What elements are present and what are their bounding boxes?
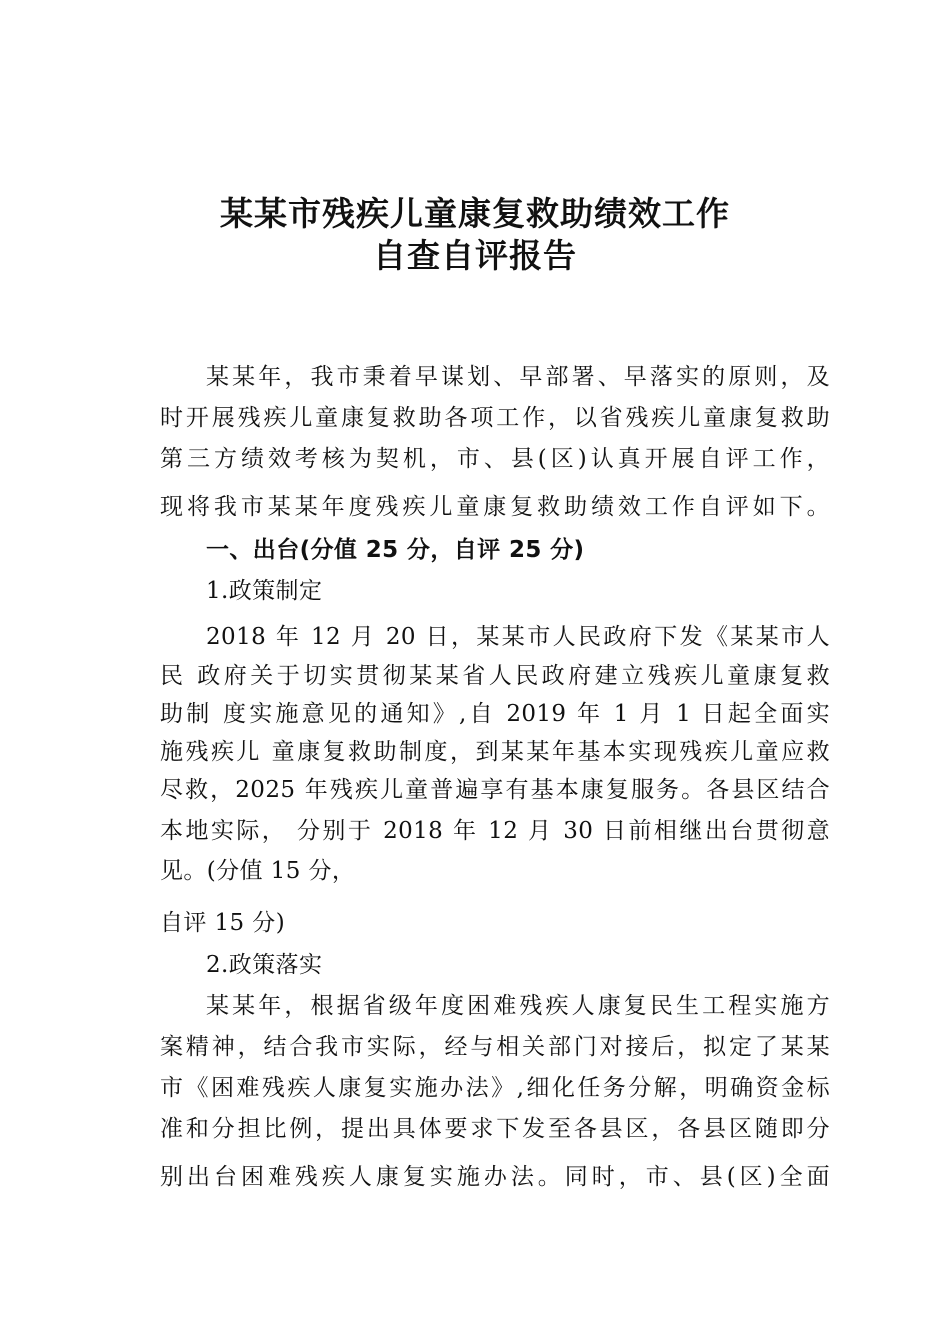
paragraph-line: 自评 15 分) xyxy=(160,910,286,936)
intro-line: 时开展残疾儿童康复救助各项工作，以省残疾儿童康复救助 xyxy=(160,405,830,431)
document-title-line-1: 某某市残疾儿童康复救助绩效工作 xyxy=(220,194,730,233)
intro-line: 第三方绩效考核为契机，市、县(区)认真开展自评工作， xyxy=(160,446,830,472)
intro-line: 现将我市某某年度残疾儿童康复救助绩效工作自评如下。 xyxy=(160,494,830,520)
paragraph-line: 本地实际， 分别于 2018 年 12 月 30 日前相继出台贯彻意 xyxy=(160,818,830,844)
paragraph-line: 尽救，2025 年残疾儿童普遍享有基本康复服务。各县区结合 xyxy=(160,777,830,803)
paragraph-line: 案精神，结合我市实际，经与相关部门对接后，拟定了某某 xyxy=(160,1034,830,1060)
paragraph-line: 别出台困难残疾人康复实施办法。同时，市、县(区)全面 xyxy=(160,1164,830,1190)
paragraph-line: 助制 度实施意见的通知》,自 2019 年 1 月 1 日起全面实 xyxy=(160,701,830,727)
item-title: 2.政策落实 xyxy=(206,952,323,978)
paragraph-line: 见。(分值 15 分， xyxy=(160,858,356,884)
paragraph-line: 准和分担比例，提出具体要求下发至各县区，各县区随即分 xyxy=(160,1116,830,1142)
item-title: 1.政策制定 xyxy=(206,578,323,604)
section-heading: 一、出台(分值 25 分，自评 25 分) xyxy=(206,537,585,563)
paragraph-line: 2018 年 12 月 20 日，某某市人民政府下发《某某市人 xyxy=(206,624,830,650)
document-title-line-2: 自查自评报告 xyxy=(373,236,577,275)
intro-line: 某某年，我市秉着早谋划、早部署、早落实的原则，及 xyxy=(206,364,830,390)
paragraph-line: 施残疾儿 童康复救助制度，到某某年基本实现残疾儿童应救 xyxy=(160,739,830,765)
paragraph-line: 市《困难残疾人康复实施办法》,细化任务分解，明确资金标 xyxy=(160,1075,830,1101)
paragraph-line: 民 政府关于切实贯彻某某省人民政府建立残疾儿童康复救 xyxy=(160,663,830,689)
paragraph-line: 某某年，根据省级年度困难残疾人康复民生工程实施方 xyxy=(206,993,830,1019)
